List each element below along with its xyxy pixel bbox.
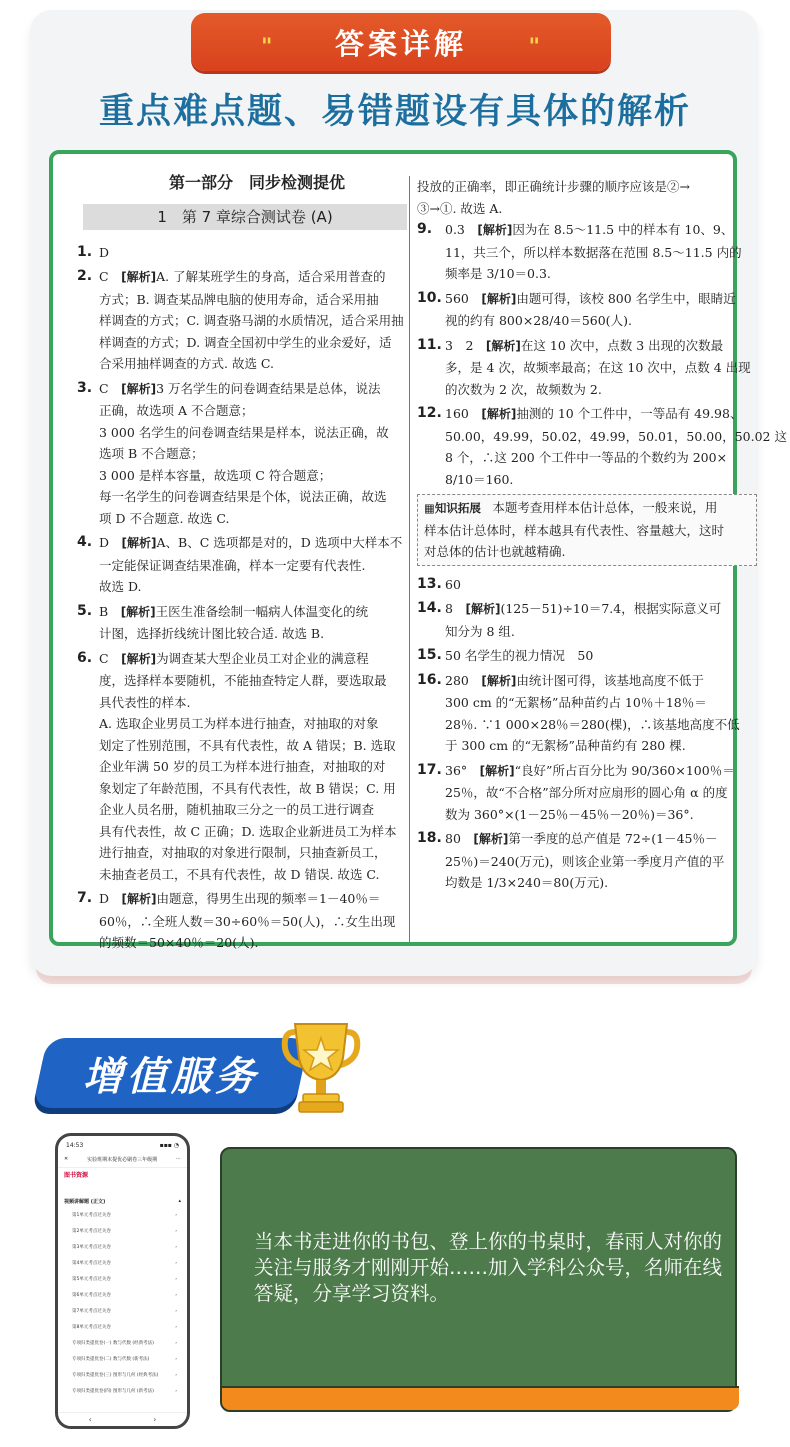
phone-list-item[interactable] <box>58 1272 187 1288</box>
answer-line: 560 [解析]由题可得，该校 800 名学生中，眼睛近 <box>445 290 736 306</box>
answer-item <box>417 335 757 401</box>
answer-line: B [解析]王医生准备绘制一幅病人体温变化的统 <box>99 603 369 619</box>
phone-list-item[interactable] <box>58 1304 187 1320</box>
answer-text <box>99 378 407 530</box>
chevron-right-icon: › <box>175 1277 177 1282</box>
chevron-right-icon: › <box>175 1309 177 1314</box>
knowledge-tip-box <box>417 494 757 566</box>
phone-list-item[interactable] <box>58 1336 187 1352</box>
answer-value: 36° <box>445 762 480 778</box>
answer-value: B <box>99 603 121 619</box>
tip-line: ▦知识拓展 本题考查用样本估计总体，一般来说，用 <box>424 500 718 515</box>
answer-item <box>417 219 757 285</box>
answer-line: 知分为 8 组. <box>445 623 515 639</box>
answer-text <box>445 670 757 757</box>
answer-line: 60 <box>445 576 461 592</box>
phone-list-item[interactable] <box>58 1208 187 1224</box>
right-column <box>417 176 787 897</box>
phone-list-label: 第4单元考点过关卷 <box>72 1261 111 1266</box>
chevron-right-icon: › <box>175 1341 177 1346</box>
analysis-tag: [解析] <box>465 602 501 616</box>
answer-item <box>417 828 757 894</box>
answer-line: 企业年满 50 岁的员工为样本进行抽查，对抽取的对 <box>99 759 386 774</box>
answer-line: 3 000 是样本容量，故选项 C 符合题意； <box>99 467 332 483</box>
answer-line: 频率是 3/10＝0.3. <box>445 266 551 281</box>
chevron-right-icon: › <box>175 1213 177 1218</box>
answer-line: 3 000 名学生的问卷调查结果是样本，说法正确，故 <box>99 424 389 440</box>
answer-number: 18. <box>417 830 442 846</box>
answer-value: 80 <box>445 831 474 846</box>
answer-line: 故选 D. <box>99 579 142 594</box>
answer-number: 4. <box>77 534 93 550</box>
answer-line: 象划定了年龄范围，不具有代表性，故 B 错误；C. 用 <box>99 780 396 796</box>
answer-line: 每一名学生的问卷调查结果是个体，说法正确，故选 <box>99 489 387 504</box>
answer-item <box>417 670 757 757</box>
answer-value: C <box>99 269 122 284</box>
answer-line: 计图，选择折线统计图比较合适. 故选 B. <box>99 626 325 641</box>
chevron-right-icon: › <box>175 1293 177 1298</box>
answer-line: 25％，故“不合格”部分所对应扇形的圆心角 α 的度 <box>445 785 728 800</box>
answer-line: 8 个，∴这 200 个工件中一等品的个数约为 200× <box>445 450 728 465</box>
chevron-right-icon: › <box>175 1229 177 1234</box>
answer-item <box>417 288 757 332</box>
answer-item <box>77 601 407 645</box>
phone-time: 14:53 <box>66 1142 84 1149</box>
chapter-title: 1 第 7 章综合测试卷 (A) <box>83 204 407 230</box>
answer-line: 样调查的方式；D. 调查全国初中学生的业余爱好，适 <box>99 334 392 350</box>
answer-value: 0.3 <box>445 222 478 237</box>
answer-line: 企业人员名册，随机抽取三分之一的员工进行调查 <box>99 802 375 817</box>
answer-line: 数为 360°×(1－25％－45％－20％)＝36°. <box>445 806 694 822</box>
quote-mark-left: " <box>261 35 274 60</box>
phone-section-title: 图书资源 <box>64 1172 89 1179</box>
trophy-icon <box>281 1018 361 1118</box>
analysis-tag: [解析] <box>477 223 513 237</box>
answer-line: 度，选择样本要随机，不能抽查特定人群，要选取最 <box>99 673 387 688</box>
answer-item <box>417 645 757 667</box>
service-badge-text: 增值服务 <box>83 1053 259 1100</box>
chevron-right-icon: › <box>175 1325 177 1330</box>
answer-number: 15. <box>417 647 442 663</box>
answer-text <box>445 645 757 667</box>
analysis-tag: [解析] <box>121 270 157 284</box>
answer-line: A. 选取企业男员工为样本进行抽查，对抽取的对象 <box>99 716 379 731</box>
answer-value: C <box>99 650 122 666</box>
analysis-tag: [解析] <box>481 407 517 421</box>
chevron-right-icon: › <box>175 1261 177 1266</box>
answer-line: 具代表性的样本. <box>99 694 191 710</box>
answer-text <box>445 760 757 826</box>
answer-line: 160 [解析]抽测的 10 个工件中，一等品有 49.98、 <box>445 406 743 421</box>
answer-text <box>99 266 407 375</box>
answer-line: 多，是 4 次，故频率最高；在这 10 次中，点数 4 出现 <box>445 360 751 375</box>
answer-text <box>445 335 757 401</box>
answer-item <box>77 532 407 598</box>
phone-group-label: 视频讲解题 (正文) <box>64 1199 106 1205</box>
tip-line: 对总体的估计也就越精确. <box>424 544 566 559</box>
phone-signal-icon: ▪▪▪ ◔ <box>159 1142 179 1149</box>
answer-line: 280 [解析]由统计图可得，该基地高度不低于 <box>445 672 704 688</box>
left-answer-list <box>77 242 407 954</box>
answer-line: 36° [解析]“良好”所占百分比为 90/360×100％＝ <box>445 762 735 778</box>
answer-line: 11，共三个，所以样本数据落在范围 8.5～11.5 内的 <box>445 244 742 260</box>
answer-number: 10. <box>417 289 442 306</box>
answer-number: 2. <box>77 268 93 284</box>
answer-value: 280 <box>445 672 482 688</box>
phone-status-bar <box>58 1136 187 1154</box>
answer-text <box>99 532 407 598</box>
answer-text <box>445 828 757 894</box>
answer-line: 均数是 1/3×240＝80(万元). <box>445 875 609 890</box>
answer-text <box>99 242 407 264</box>
analysis-tag: [解析] <box>481 291 517 306</box>
phone-list-label: 专项归类提优卷(二) 数与代数 (新考法) <box>72 1357 150 1362</box>
analysis-tag: [解析] <box>121 651 157 666</box>
more-icon[interactable]: ⋯ <box>176 1156 181 1162</box>
analysis-tag: [解析] <box>485 338 521 353</box>
chevron-right-icon: › <box>175 1373 177 1378</box>
phone-list-label: 专项归类提优卷(四) 图形与几何 (新考法) <box>72 1389 154 1394</box>
answer-line: 3 2 [解析]在这 10 次中，点数 3 出现的次数最 <box>445 337 724 353</box>
chevron-right-icon: › <box>175 1245 177 1250</box>
answer-line: 28％. ∵1 000×28％＝280(棵)，∴该基地高度不低 <box>445 716 740 732</box>
phone-group-header[interactable] <box>58 1195 187 1208</box>
phone-mockup <box>55 1133 190 1429</box>
answer-text <box>445 403 787 490</box>
answer-text <box>99 601 407 645</box>
answer-number: 3. <box>77 379 93 396</box>
answer-number: 13. <box>417 575 442 592</box>
answer-banner <box>191 13 611 71</box>
phone-list-item[interactable] <box>58 1352 187 1368</box>
answer-line: 划定了性别范围，不具有代表性，故 A 错误；B. 选取 <box>99 737 396 753</box>
answer-text <box>99 648 407 886</box>
answer-line: 50 名学生的视力情况 50 <box>445 648 594 663</box>
answer-line: 8 [解析](125－51)÷10＝7.4，根据实际意义可 <box>445 601 722 616</box>
answer-number: 6. <box>77 649 93 666</box>
answer-text <box>445 288 757 332</box>
phone-nav-bar <box>58 1154 187 1168</box>
analysis-tag: [解析] <box>121 381 157 396</box>
phone-list-label: 第8单元考点过关卷 <box>72 1325 111 1330</box>
answer-line: 的次数为 2 次，故频数为 2. <box>445 381 602 397</box>
answer-line: 合采用抽样调查的方式. 故选 C. <box>99 356 275 371</box>
answer-line: C [解析]A. 了解某班学生的身高，适合采用普查的 <box>99 269 386 284</box>
phone-list-label: 专项归类提优卷(三) 图形与几何 (经典考法) <box>72 1373 159 1378</box>
answer-line: D [解析]由题意，得男生出现的频率＝1－40％＝ <box>99 891 381 906</box>
answer-value: 8 <box>445 601 466 616</box>
phone-list-item[interactable] <box>58 1256 187 1272</box>
answer-line: D <box>99 244 110 260</box>
chevron-up-icon: ▴ <box>178 1198 181 1204</box>
right-lead-text <box>417 176 757 219</box>
answer-line: 于 300 cm 的“无絮杨”品种苗约有 280 棵. <box>445 738 686 753</box>
analysis-tag: [解析] <box>473 832 509 846</box>
phone-list-label: 第1单元考点过关卷 <box>72 1213 111 1218</box>
chalkboard-ledge <box>222 1386 739 1410</box>
phone-list-item[interactable] <box>58 1384 187 1400</box>
answer-line: 选项 B 不合题意； <box>99 446 204 461</box>
answer-line: 样调查的方式；C. 调查骆马湖的水质情况，适合采用抽 <box>99 313 404 328</box>
phone-list-label: 专项归类提优卷(一) 数与代数 (经典考法) <box>72 1341 154 1346</box>
service-badge <box>33 1038 310 1108</box>
answer-line: 进行抽查，对抽取的对象进行限制，只抽查新员工， <box>99 845 387 860</box>
phone-list-label: 第5单元考点过关卷 <box>72 1277 111 1282</box>
analysis-tag: [解析] <box>120 604 156 619</box>
answer-line: 80 [解析]第一季度的总产值是 72÷(1－45％－ <box>445 831 718 846</box>
phone-list-item[interactable] <box>58 1320 187 1336</box>
answer-line: 8/10＝160. <box>445 471 514 487</box>
answer-text <box>445 219 757 285</box>
lead-line: 投放的正确率，即正确统计步骤的顺序应该是②→ <box>417 179 690 194</box>
analysis-tag: [解析] <box>481 673 517 688</box>
answer-item <box>417 403 787 490</box>
answer-item <box>77 242 407 264</box>
answer-item <box>417 760 757 826</box>
phone-resource-list <box>58 1208 187 1400</box>
forward-icon[interactable]: › <box>153 1415 157 1424</box>
answer-number: 1. <box>77 243 93 260</box>
answer-number: 17. <box>417 761 442 778</box>
phone-list-label: 第6单元考点过关卷 <box>72 1293 111 1298</box>
answer-line: C [解析]3 万名学生的问卷调查结果是总体，说法 <box>99 380 381 396</box>
answer-number: 12. <box>417 405 442 421</box>
answer-item <box>417 598 757 642</box>
answer-text <box>445 574 757 596</box>
answer-number: 11. <box>417 336 442 353</box>
answer-value: 560 <box>445 290 482 306</box>
right-answer-list <box>417 219 787 894</box>
analysis-tag: [解析] <box>121 536 157 550</box>
answer-line: 25％)＝240(万元)，则该企业第一季度月产值的平 <box>445 853 725 869</box>
answer-line: 视的约有 800×28/40＝560(人). <box>445 313 632 328</box>
left-column <box>77 168 407 957</box>
answer-value: C <box>99 380 122 396</box>
analysis-tag: [解析] <box>121 892 157 906</box>
phone-list-label: 第7单元考点过关卷 <box>72 1309 111 1314</box>
answer-line: 0.3 [解析]因为在 8.5～11.5 中的样本有 10、9、 <box>445 222 734 237</box>
answer-number: 16. <box>417 671 442 688</box>
answer-value: D <box>99 891 122 906</box>
answer-line: 的频数＝50×40％＝20(人). <box>99 935 259 950</box>
answer-number: 5. <box>77 602 93 619</box>
phone-list-item[interactable] <box>58 1288 187 1304</box>
answer-number: 14. <box>417 600 442 616</box>
back-icon[interactable]: ‹ <box>88 1415 92 1424</box>
answer-line: 未抽查老员工，不具有代表性，故 D 错误. 故选 C. <box>99 866 380 882</box>
quote-mark-right: " <box>528 35 541 60</box>
answer-line: D [解析]A、B、C 选项都是对的，D 选项中大样本不 <box>99 535 403 550</box>
answer-line: 60％，∴全班人数＝30÷60％＝50(人)，∴女生出现 <box>99 913 396 929</box>
answer-item <box>417 574 757 596</box>
phone-bottom-bar <box>58 1412 187 1426</box>
phone-list-item[interactable] <box>58 1368 187 1384</box>
chevron-right-icon: › <box>175 1357 177 1362</box>
lead-line: ③→①. 故选 A. <box>417 200 503 216</box>
banner-title: 答案详解 <box>334 26 467 61</box>
answer-line: 300 cm 的“无絮杨”品种苗约占 10％＋18％＝ <box>445 695 707 710</box>
answer-item <box>77 266 407 375</box>
answer-line: 具有代表性，故 C 正确；D. 选取企业新进员工为样本 <box>99 823 397 839</box>
answer-line: 50.00，49.99，50.02，49.99，50.01，50.00，50.02 这 <box>445 428 787 444</box>
answer-item <box>77 648 407 886</box>
document-page <box>53 154 787 950</box>
answer-line: C [解析]为调查某大型企业员工对企业的满意程 <box>99 650 369 666</box>
analysis-tag: [解析] <box>479 763 515 778</box>
phone-list-item[interactable] <box>58 1224 187 1240</box>
answer-item <box>77 888 407 954</box>
headline: 重点难点题、易错题设有具体的解析 <box>98 92 691 132</box>
answer-line: 一定能保证调查结果准确，样本一定要有代表性. <box>99 557 366 573</box>
answer-text <box>445 598 757 642</box>
answer-text <box>99 888 407 954</box>
phone-nav-title: 实验班期末提优必刷卷三年级期 <box>87 1157 158 1163</box>
answer-line: 正确，故选项 A 不合题意； <box>99 403 254 418</box>
chalkboard-text: 当本书走进你的书包、登上你的书桌时，春雨人对你的关注与服务才刚刚开始……加入学科公众号，名师在线答疑，分享学习资料。 <box>254 1230 723 1305</box>
answer-value: 3 2 <box>445 337 486 353</box>
answer-value: D <box>99 535 122 550</box>
chalkboard <box>220 1147 737 1412</box>
answer-number: 9. <box>417 221 433 237</box>
phone-list-label: 第2单元考点过关卷 <box>72 1229 111 1234</box>
answer-line: 项 D 不合题意. 故选 C. <box>99 510 230 526</box>
chevron-right-icon: › <box>175 1389 177 1394</box>
phone-list-label: 第3单元考点过关卷 <box>72 1245 111 1250</box>
tip-line: 样本估计总体时，样本越具有代表性、容量越大，这时 <box>424 522 725 538</box>
tip-tag: ▦知识拓展 <box>424 501 493 515</box>
answer-item <box>77 378 407 530</box>
close-icon[interactable]: ✕ <box>64 1156 69 1162</box>
section-title: 第一部分 同步检测提优 <box>168 173 345 192</box>
answer-value: 160 <box>445 406 482 421</box>
answer-line: 方式；B. 调查某品牌电脑的使用寿命，适合采用抽 <box>99 291 379 307</box>
answer-number: 7. <box>77 890 93 906</box>
phone-list-item[interactable] <box>58 1240 187 1256</box>
document-preview <box>49 150 787 950</box>
column-divider <box>409 176 410 942</box>
